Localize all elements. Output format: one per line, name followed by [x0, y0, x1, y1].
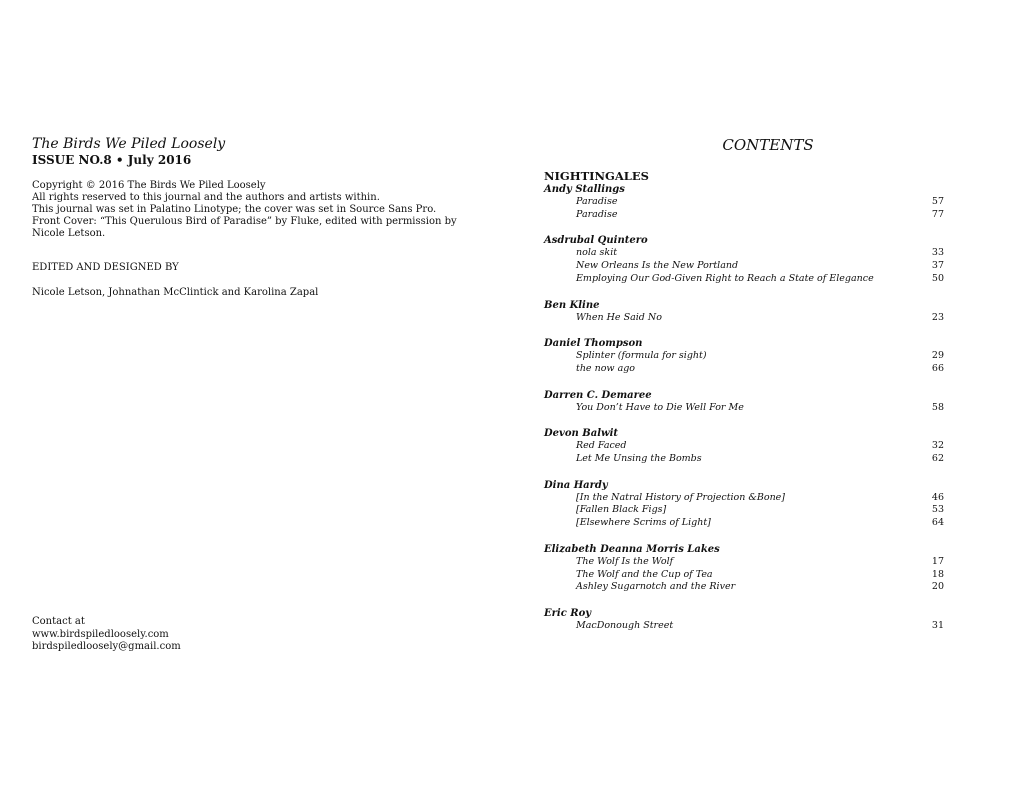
toc-entry[interactable]	[544, 569, 944, 582]
entry-page-number: 57	[931, 196, 944, 207]
toc-entry[interactable]	[544, 350, 944, 363]
toc-entry[interactable]	[544, 260, 944, 273]
entry-title: Red Faced	[576, 440, 627, 452]
toc-entry[interactable]	[544, 453, 944, 466]
toc-entry[interactable]	[544, 363, 944, 376]
copyright-line: Nicole Letson.	[32, 228, 106, 239]
toc-entry[interactable]	[544, 312, 944, 325]
entry-page-number: 32	[931, 440, 944, 452]
entry-title: Employing Our God-Given Right to Reach a State of Elegance	[576, 272, 874, 284]
contact-label: Contact at	[32, 616, 85, 627]
entry-title: [Fallen Black Figs]	[576, 504, 667, 516]
author-block	[544, 427, 944, 465]
contents-page	[544, 136, 944, 633]
author-name: Andy Stallings	[544, 184, 625, 195]
toc-entry[interactable]	[544, 620, 944, 633]
entry-page-number: 77	[931, 208, 944, 220]
entry-page-number: 31	[931, 619, 944, 631]
author-block	[544, 543, 944, 594]
email-link[interactable]: birdspiledloosely@gmail.com	[32, 641, 181, 652]
entry-title: Ashley Sugarnotch and the River	[576, 581, 736, 593]
entry-title: MacDonough Street	[576, 619, 674, 631]
toc-list	[544, 183, 944, 633]
author-name: Asdrubal Quintero	[544, 235, 648, 247]
entry-title: nola skit	[576, 247, 618, 259]
entry-page-number: 62	[931, 453, 944, 465]
copyright-block	[32, 180, 472, 240]
entry-title: Let Me Unsing the Bombs	[576, 453, 702, 465]
entry-title: New Orleans Is the New Portland	[576, 260, 739, 272]
entry-page-number: 53	[931, 504, 944, 516]
entry-page-number: 58	[931, 401, 944, 413]
author-name: Daniel Thompson	[544, 338, 643, 350]
entry-title: [Elsewhere Scrims of Light]	[576, 517, 711, 529]
entry-title: Paradise	[576, 196, 618, 207]
author-name: Eric Roy	[544, 607, 592, 619]
entry-title: [In the Natral History of Projection &Bone]	[576, 491, 786, 503]
author-block	[544, 299, 944, 325]
contact-block	[32, 616, 181, 654]
toc-entry[interactable]	[544, 209, 944, 222]
author-block	[544, 234, 944, 285]
entry-title: Splinter (formula for sight)	[576, 350, 707, 362]
toc-entry[interactable]	[544, 556, 944, 569]
toc-entry[interactable]	[544, 581, 944, 594]
entry-page-number: 18	[931, 568, 944, 580]
toc-entry[interactable]	[544, 273, 944, 286]
entry-title: When He Said No	[576, 311, 662, 323]
entry-page-number: 37	[931, 260, 944, 272]
entry-title: Paradise	[576, 208, 618, 220]
toc-entry[interactable]	[544, 402, 944, 415]
toc-entry[interactable]	[544, 517, 944, 530]
entry-page-number: 20	[931, 581, 944, 593]
entry-page-number: 29	[931, 350, 944, 362]
journal-title: The Birds We Piled Loosely	[32, 136, 226, 152]
entry-page-number: 33	[931, 247, 944, 259]
entry-page-number: 66	[931, 362, 944, 374]
copyright-line: Front Cover: “This Querulous Bird of Paradise” by Fluke, edited with permission by	[32, 216, 457, 227]
author-block	[544, 479, 944, 530]
author-name: Dina Hardy	[544, 479, 608, 491]
entry-page-number: 46	[931, 491, 944, 503]
toc-entry[interactable]	[544, 504, 944, 517]
toc-entry[interactable]	[544, 196, 944, 209]
author-block	[544, 607, 944, 633]
author-name: Devon Balwit	[544, 428, 619, 440]
copyright-line: This journal was set in Palatino Linotype; the cover was set in Source Sans Pro.	[32, 204, 437, 215]
toc-entry[interactable]	[544, 247, 944, 260]
section-title: NIGHTINGALES	[544, 169, 649, 183]
toc-entry[interactable]	[544, 440, 944, 453]
author-block	[544, 337, 944, 375]
colophon	[32, 136, 472, 299]
contents-title: CONTENTS	[722, 136, 814, 154]
author-name: Ben Kline	[544, 299, 600, 311]
entry-page-number: 17	[931, 555, 944, 567]
issue-line: ISSUE NO.8 • July 2016	[32, 153, 192, 167]
entry-title: You Don’t Have to Die Well For Me	[576, 401, 744, 413]
entry-title: The Wolf and the Cup of Tea	[576, 568, 713, 580]
entry-page-number: 50	[931, 272, 944, 284]
author-block	[544, 183, 944, 221]
copyright-line: All rights reserved to this journal and the authors and artists within.	[32, 192, 380, 203]
website-link[interactable]: www.birdspiledloosely.com	[32, 628, 169, 640]
author-name: Elizabeth Deanna Morris Lakes	[544, 543, 720, 555]
entry-page-number: 23	[931, 311, 944, 323]
entry-page-number: 64	[931, 517, 944, 529]
entry-title: the now ago	[576, 362, 636, 374]
copyright-line: Copyright © 2016 The Birds We Piled Loosely	[32, 180, 266, 191]
edited-by-label: EDITED AND DESIGNED BY	[32, 262, 179, 273]
author-block	[544, 389, 944, 415]
author-name: Darren C. Demaree	[544, 389, 652, 401]
editors-names: Nicole Letson, Johnathan McClintick and Karolina Zapal	[32, 287, 319, 298]
toc-entry[interactable]	[544, 492, 944, 505]
entry-title: The Wolf Is the Wolf	[576, 555, 674, 567]
